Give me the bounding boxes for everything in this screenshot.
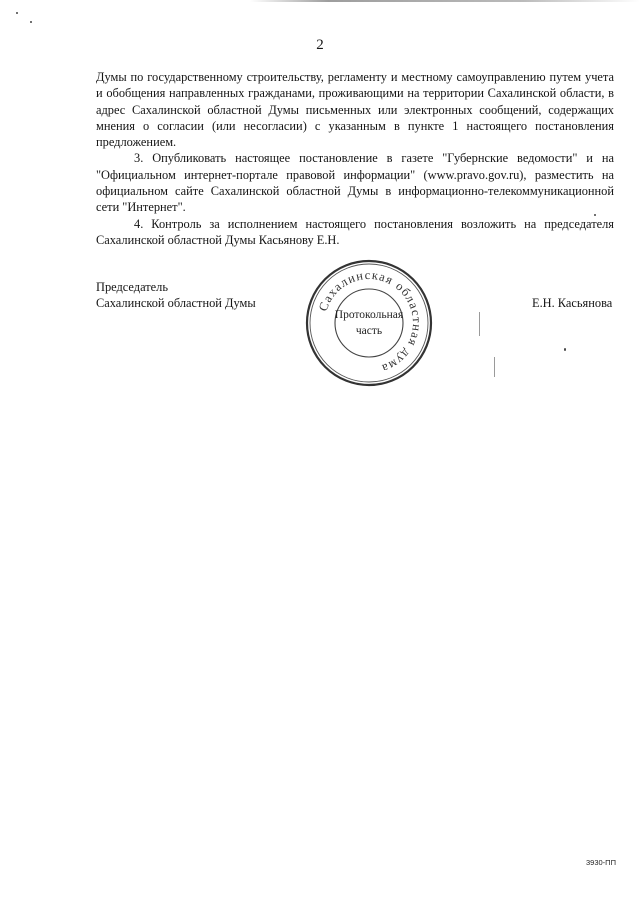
seal-center-line-2: часть xyxy=(355,325,383,337)
paragraph-2-continuation: Думы по государственному строительству, регламенту и местному самоуправлению путем учета и обобщения направленных гражданами, проживающими на территории Сахалинской области, в адрес Сахалинской областной Думы письменных или электронных сообщений, содержащих мнения о согласии (или несогласии) с указанным в пункте 1 настоящего постановления предложением. xyxy=(96,70,614,150)
scan-artifact-top xyxy=(250,0,640,2)
document-body xyxy=(96,69,614,248)
svg-text:Сахалинская областная дума xyxy=(316,268,424,376)
scan-speck xyxy=(16,12,18,14)
signatory-title xyxy=(96,279,256,312)
signatory-name: Е.Н. Касьянова xyxy=(532,296,613,310)
scan-line xyxy=(479,312,480,336)
paragraph-4: 4. Контроль за исполнением настоящего постановления возложить на председателя Сахалинской областной Думы Касьянову Е.Н. xyxy=(96,216,614,247)
scan-speck xyxy=(30,21,32,23)
scan-speck xyxy=(564,348,566,351)
page-number: 2 xyxy=(316,37,324,53)
paragraph-3: 3. Опубликовать настоящее постановление в газете "Губернские ведомости" и на "Официальном интернет-портале правовой информации" (www.pravo.gov.ru), разместить на официальном сайте Сахалинской областной Думы в информационно-телекоммуникационной сети "Интернет". xyxy=(96,151,614,215)
seal-ring-text: Сахалинская областная дума xyxy=(315,267,425,377)
scan-line xyxy=(494,357,495,377)
signatory-title-line-1: Председатель xyxy=(96,280,169,294)
seal-center-line-1: Протокольная xyxy=(334,309,404,321)
official-seal xyxy=(302,256,436,390)
document-code: 3930-ПП xyxy=(586,858,616,867)
signatory-title-line-2: Сахалинской областной Думы xyxy=(96,296,256,311)
